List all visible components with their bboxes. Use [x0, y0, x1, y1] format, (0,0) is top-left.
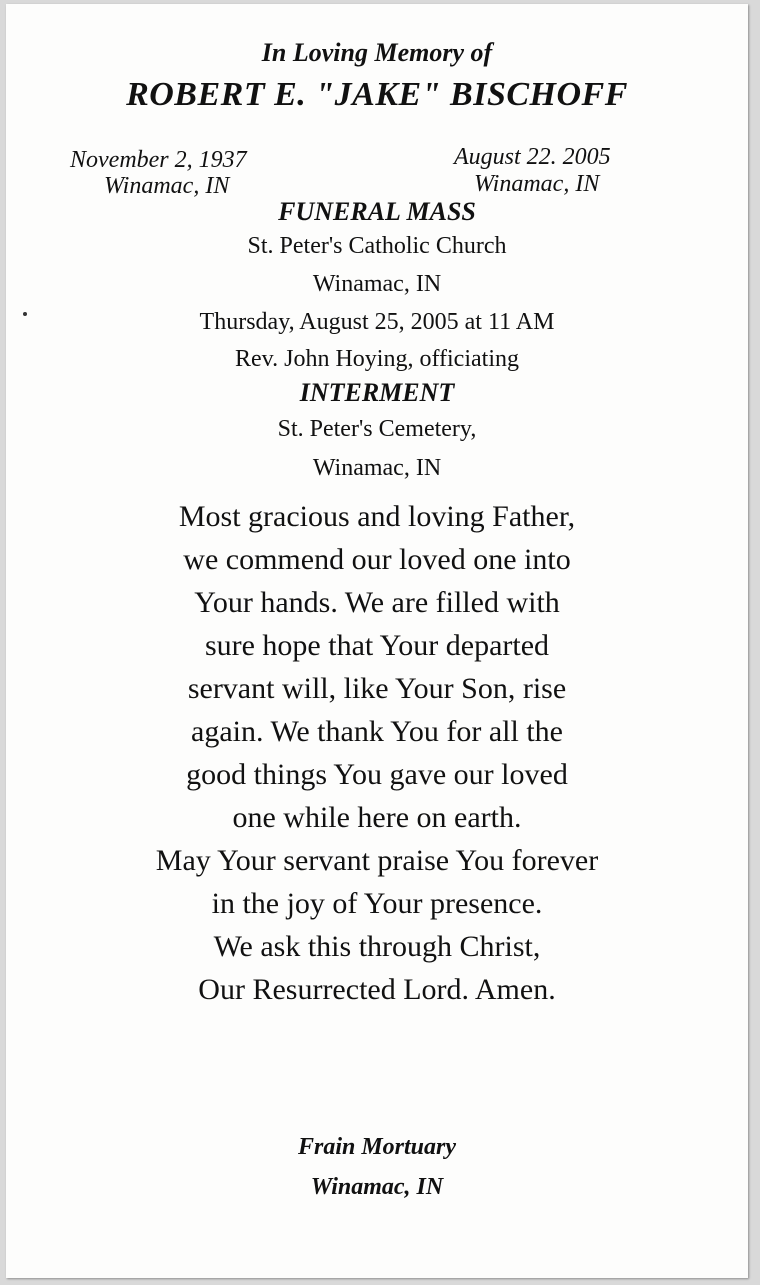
birth-place: Winamac, IN: [104, 173, 230, 199]
death-place: Winamac, IN: [474, 171, 600, 197]
prayer-line: one while here on earth.: [232, 801, 522, 834]
death-date: August 22. 2005: [454, 144, 611, 170]
prayer-line: again. We thank You for all the: [191, 715, 563, 748]
birth-date: November 2, 1937: [70, 147, 247, 173]
interment-place: St. Peter's Cemetery,: [277, 416, 477, 442]
funeral-datetime: Thursday, August 25, 2005 at 11 AM: [199, 309, 555, 335]
prayer-line: good things You gave our loved: [186, 758, 568, 791]
memorial-card: [6, 4, 748, 1278]
funeral-city: Winamac, IN: [312, 271, 442, 297]
interment-city: Winamac, IN: [312, 455, 442, 481]
mortuary-name: Frain Mortuary: [297, 1134, 457, 1160]
prayer-line: servant will, like Your Son, rise: [187, 672, 567, 705]
prayer-line: we commend our loved one into: [183, 543, 571, 576]
memorial-intro: In Loving Memory of: [261, 38, 493, 67]
prayer-line: Your hands. We are filled with: [194, 586, 560, 619]
prayer-line: May Your servant praise You forever: [155, 844, 599, 877]
print-speck: [23, 312, 27, 316]
funeral-church: St. Peter's Catholic Church: [247, 233, 507, 259]
prayer-line: in the joy of Your presence.: [211, 887, 543, 920]
prayer-line: sure hope that Your departed: [204, 629, 550, 662]
interment-heading: INTERMENT: [299, 378, 455, 407]
deceased-name: ROBERT E. "JAKE" BISCHOFF: [126, 76, 628, 113]
prayer-line: Our Resurrected Lord. Amen.: [198, 973, 556, 1006]
mortuary-city: Winamac, IN: [310, 1174, 444, 1200]
prayer-line: We ask this through Christ,: [213, 930, 541, 963]
funeral-officiant: Rev. John Hoying, officiating: [235, 346, 519, 372]
prayer-line: Most gracious and loving Father,: [178, 500, 576, 533]
funeral-mass-heading: FUNERAL MASS: [278, 197, 476, 226]
